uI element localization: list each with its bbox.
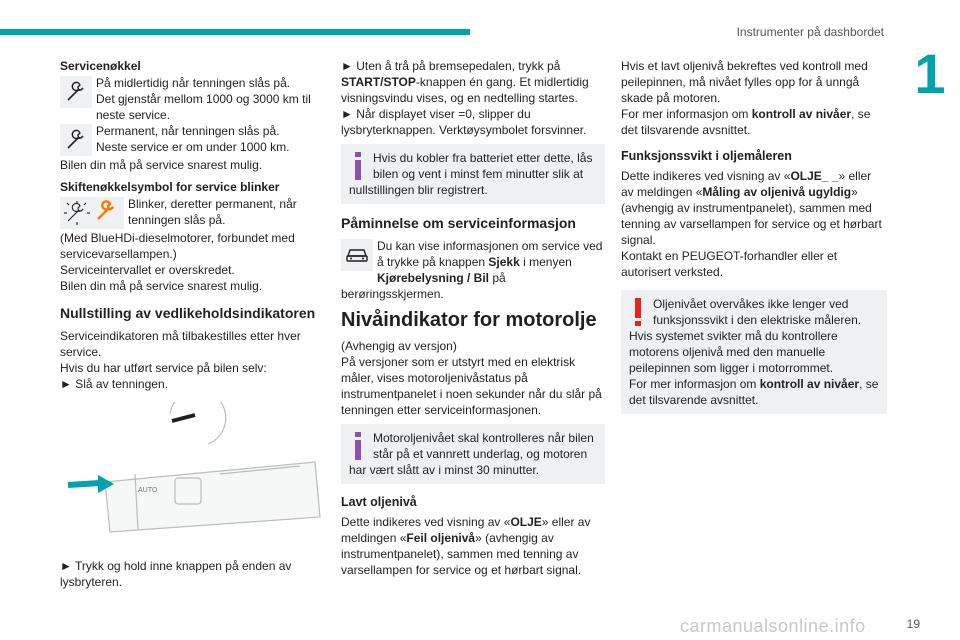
car-icon: [341, 239, 373, 271]
icon-row-car: [341, 238, 605, 302]
heading-paminnelse: Påminnelse om serviceinformasjon: [341, 215, 576, 231]
text-line: Dette indikeres ved visning av «OLJE» eller av meldingen «Feil oljenivå» (avhengig av instrumentpanelet), sammen med tenning av varsellampen for service og et hørbart signal.: [341, 515, 591, 577]
chapter-number: 1: [914, 42, 946, 105]
warning-box: [621, 290, 887, 414]
step-text: ► Slå av tenningen.: [60, 377, 168, 391]
text-line: For mer informasjon om kontroll av nivåer, se det tilsvarende avsnittet.: [621, 107, 871, 137]
heading-skiftenokkel: Skiftenøkkelsymbol for service blinker: [60, 180, 280, 194]
text-line: Blinker, deretter permanent, når tenningen slås på.: [128, 197, 297, 227]
icon-row-3: [60, 196, 325, 228]
text-line: Serviceindikatoren må tilbakestilles etter hver service.: [60, 329, 301, 359]
info-text: Motoroljenivået skal kontrolleres når bilen står på et vannrett underlag, og motoren har vært slått av i minst 30 minutter.: [349, 431, 594, 477]
step-text: ► Trykk og hold inne knappen på enden av lysbryteren.: [60, 559, 292, 589]
watermark: carmanualsonline.info: [680, 616, 866, 636]
warning-text: For mer informasjon om kontroll av nivåer, se det tilsvarende avsnittet.: [629, 377, 879, 407]
illus-auto-label: AUTO: [138, 487, 158, 494]
heading-lavt: Lavt oljenivå: [341, 495, 417, 509]
warning-icon: [629, 296, 647, 328]
info-box: [341, 144, 605, 204]
text-line: Hvis du har utført service på bilen selv:: [60, 361, 267, 375]
text-line: Kontakt en PEUGEOT-forhandler eller et autorisert verksted.: [621, 249, 838, 279]
step-text: ► Når displayet viser =0, slipper du lysbryterknappen. Verktøysymbolet forsvinner.: [341, 107, 587, 137]
heading-funksjonssvikt: Funksjonssvikt i oljemåleren: [621, 149, 792, 163]
icon-row-1: [60, 75, 325, 123]
text-line: (Med BlueHDi-dieselmotorer, forbundet med servicevarsellampen.): [60, 231, 295, 261]
wrench-icon: [60, 124, 92, 156]
section-title: Instrumenter på dashbordet: [736, 25, 884, 39]
info-box: [341, 424, 605, 484]
column-2: [341, 58, 605, 578]
text-line: På midlertidig når tenningen slås på.: [96, 76, 291, 90]
text-line: Permanent, når tenningen slås på.: [96, 124, 280, 138]
text-line: På versjoner som er utstyrt med en elektrisk måler, vises motoroljenivåstatus på instrumentpanelet i noen sekunder når du slår på tenningen etter serviceinformasjonen.: [341, 355, 602, 417]
warning-text: Oljenivået overvåkes ikke lenger ved funksjonssvikt i den elektriske måleren.: [653, 297, 862, 327]
info-icon: [349, 430, 367, 462]
info-icon: [349, 150, 367, 182]
info-text: Hvis du kobler fra batteriet etter dette, lås bilen og vent i minst fem minutter slik at nullstillingen blir registrert.: [349, 151, 593, 197]
wrench-icon: [60, 76, 92, 108]
text-line: Du kan vise informasjonen om service ved å trykke på knappen Sjekk i menyen Kjørebelysning / Bil på berøringsskjermen.: [341, 239, 603, 301]
icon-row-2: [60, 123, 325, 155]
page-number: 19: [906, 617, 920, 631]
text-line: Bilen din må på service snarest mulig.: [60, 279, 263, 293]
text-line: Bilen din må på service snarest mulig.: [60, 158, 263, 172]
text-line: (Avhengig av versjon): [341, 339, 457, 353]
step-text: ► Uten å trå på bremsepedalen, trykk på START/STOP-knappen én gang. Et midlertidig visningsvindu vises, og en nedtelling startes.: [341, 59, 589, 105]
text-line: Serviceintervallet er overskredet.: [60, 263, 235, 277]
warning-text: Hvis systemet svikter må du kontrollere motorens oljenivå med den manuelle peilepinnen som ligger i motorrommet.: [629, 329, 838, 375]
chapter-tab: [900, 44, 960, 104]
text-line: Det gjenstår mellom 1000 og 3000 km til neste service.: [96, 92, 311, 122]
text-line: Dette indikeres ved visning av «OLJE_ _» eller av meldingen «Måling av oljenivå ugyldig» (avhengig av instrumentpanelet), sammen med tenning av varsellampen for service og et hørbart signal.: [621, 169, 882, 247]
text-line: Hvis et lavt oljenivå bekreftes ved kontroll med peilepinnen, må nivået fylles opp for å unngå skade på motoren.: [621, 59, 868, 105]
column-3: [621, 58, 887, 422]
heading-nullstilling: Nullstilling av vedlikeholdsindikatoren: [60, 305, 316, 321]
text-line: Neste service er om under 1000 km.: [96, 140, 290, 154]
blinking-wrench-icon: [60, 197, 124, 229]
heading-servicenokkel: Servicenøkkel: [60, 59, 141, 73]
light-switch-illustration: [60, 402, 325, 542]
column-1: [60, 58, 325, 590]
heading-oil-level: Nivåindikator for motorolje: [341, 309, 597, 331]
header-accent-bar: [0, 29, 470, 35]
